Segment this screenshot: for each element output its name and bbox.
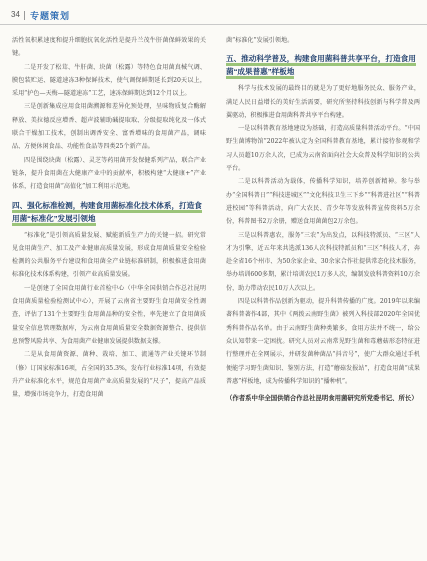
body-paragraph: 三是创新集成应用食用菌溯源和差异化预处理，呈味物质复合酶解释放、美拉德反应增香、超声波辅助碱提取取、分级提取纯化及一体式联合干燥加工技术，创制出调香安全、富香增味的食用菌产品，调味品、方便休闲食品、功能性食品等四类25个新产品。 <box>12 103 206 151</box>
header-separator <box>24 11 25 20</box>
section-five-heading-text: 五、推动科学普及，构建食用菌科普共享平台，打造食用菌“成果普惠”样板地 <box>226 54 416 79</box>
right-paragraphs <box>226 82 420 388</box>
body-paragraph: 二是从食用菌资源、菌种、栽培、加工、流通等产业关键环节制（修）订国家标准16项，占全国的35.3%，发布行业标准14项，有效提升产业标准化水平，规范食用菌产业高质量发展的“尺子”，提高产品质量，增强市场竞争力，打造食用菌 <box>12 351 206 399</box>
body-paragraph: 二是开发了松茸、牛肝菌、块菌（松露）等特色食用菌真械气调、膜包装贮运、隧道速冻3种保鲜技术，使气调保鲜期延长到20天以上，采用“护色—天梅—隧道速冻”工艺，速冻保鲜期达到12个月以上。 <box>12 63 206 98</box>
page-number: 34 <box>11 10 20 19</box>
body-paragraph: 四是围绕块菌（松露）、灵芝等药用菌开发保健系列产品，联合产业链条，提升食用菌在大健康产业中的贡献率，积极构建“大健康+”产业体系，打造食用菌“高值化”加工利用示范地。 <box>12 156 206 191</box>
left-paragraphs-after <box>12 229 206 402</box>
section-four-heading <box>12 199 206 225</box>
body-paragraph: 一是以科普教育基地建设为基础，打造高质量科普活动平台。“中国野生菌博物馆”2022年被认定为全国科普教育基地，累计接待参观和学习人员超10万余人次，已成为云南省面向社会大众普及科学知识的公共平台。 <box>226 125 420 173</box>
section-five-heading <box>226 52 420 78</box>
left-column <box>12 34 206 401</box>
right-column <box>226 34 420 405</box>
body-paragraph: 三是以科普惠农，服务“三农”为出发点，以科技特派员、“三区”人才为引擎，近五年来共选派136人次科技特派员和“三区”科技人才，奔赴全省16个州市、为50余家企业、30余家合作社提供常态化技术服务，举办培训600多期，累计培训农民1万多人次，编制发放科普资料10万余份，助力带动农民10万人次以上。 <box>226 231 420 292</box>
left-paragraphs-before <box>12 34 206 194</box>
section-four-heading-text: 四、强化标准检测，构建食用菌标准化技术体系，打造食用菌“标准化”发展引领地 <box>12 201 202 226</box>
body-paragraph: “标准化”是引领高质量发展、赋能新质生产力的关键一招。研究常见食用菌生产、加工及产业健康高质量发展，形成食用菌质量安全检验检测的公共服务平台建设和食用菌全产业链标准研制，积极推进食用菌标准化技术体系构建，引领产业高质量发展。 <box>12 231 206 279</box>
body-paragraph: 科学与技术发展的最终目的就是为了更好地服务民众、服务产业，满足人民日益增长的美好生活需要，研究所坚持科技创新与科学普及两翼驱动，积极推进食用菌科普共享平台构建。 <box>226 85 420 119</box>
body-paragraph: 二是以科普活动为载体，传播科学知识，培养创新精神。参与举办“全国科普日”“科技进城区”“文化科技卫生三下乡”“科普进社区”“科普进校园”等科普活动，向广大农民、青少年等发放科普宣传资料5万余份，科普图书2万余册，赠送食用菌菌包2万余包。 <box>226 178 420 226</box>
author-note: （作者系中华全国供销合作总社昆明食用菌研究所党委书记、所长） <box>226 395 418 403</box>
page-header <box>0 0 427 26</box>
body-paragraph: 一是创建了全国食用菌行业首检中心（中华全国供销合作总社昆明食用菌质量检验检测试中心），开展了云南省主要野生食用菌安全性调查，评估了131个主要野生食用菌品种的安全性，率先建立了食用菌质量安全信息管理数据库，为云南食用菌质量安全数据资源整合、提供信息预警风险共享、为食用菌产业健康发展提供数据支撑。 <box>12 284 206 345</box>
body-paragraph: 四是以科普作品创新为驱动，提升科普传播的广度。2019年以来编著科普著作4部，其中《两拨云南野生菌》被列入科技部2020年全国优秀科普作品名单。由于云南野生菌种类繁多，食用方法并不统一，给公众认知带来一定困扰。研究人员对云南常见野生菌和毒蘑菇形态特征进行整理并在全网展示，并研发菌种菌品“抖音号”，使广大群众通过手机便能学习野生菌知识、鉴别方法，打造“蘑菇发报站”，打造食用菌“成果普惠”样板地，成为传播科学知识的“播种机”。 <box>226 298 420 385</box>
right-top-paragraph: 菌“标准化”发展引领地。 <box>226 37 294 44</box>
section-label: 专题策划 <box>30 11 71 21</box>
body-paragraph: 活性氧积累速度和提升细胞抗氧化活性是提升兰茂牛肝菌保鲜效果的关键。 <box>12 37 206 58</box>
header-rule <box>0 24 427 25</box>
